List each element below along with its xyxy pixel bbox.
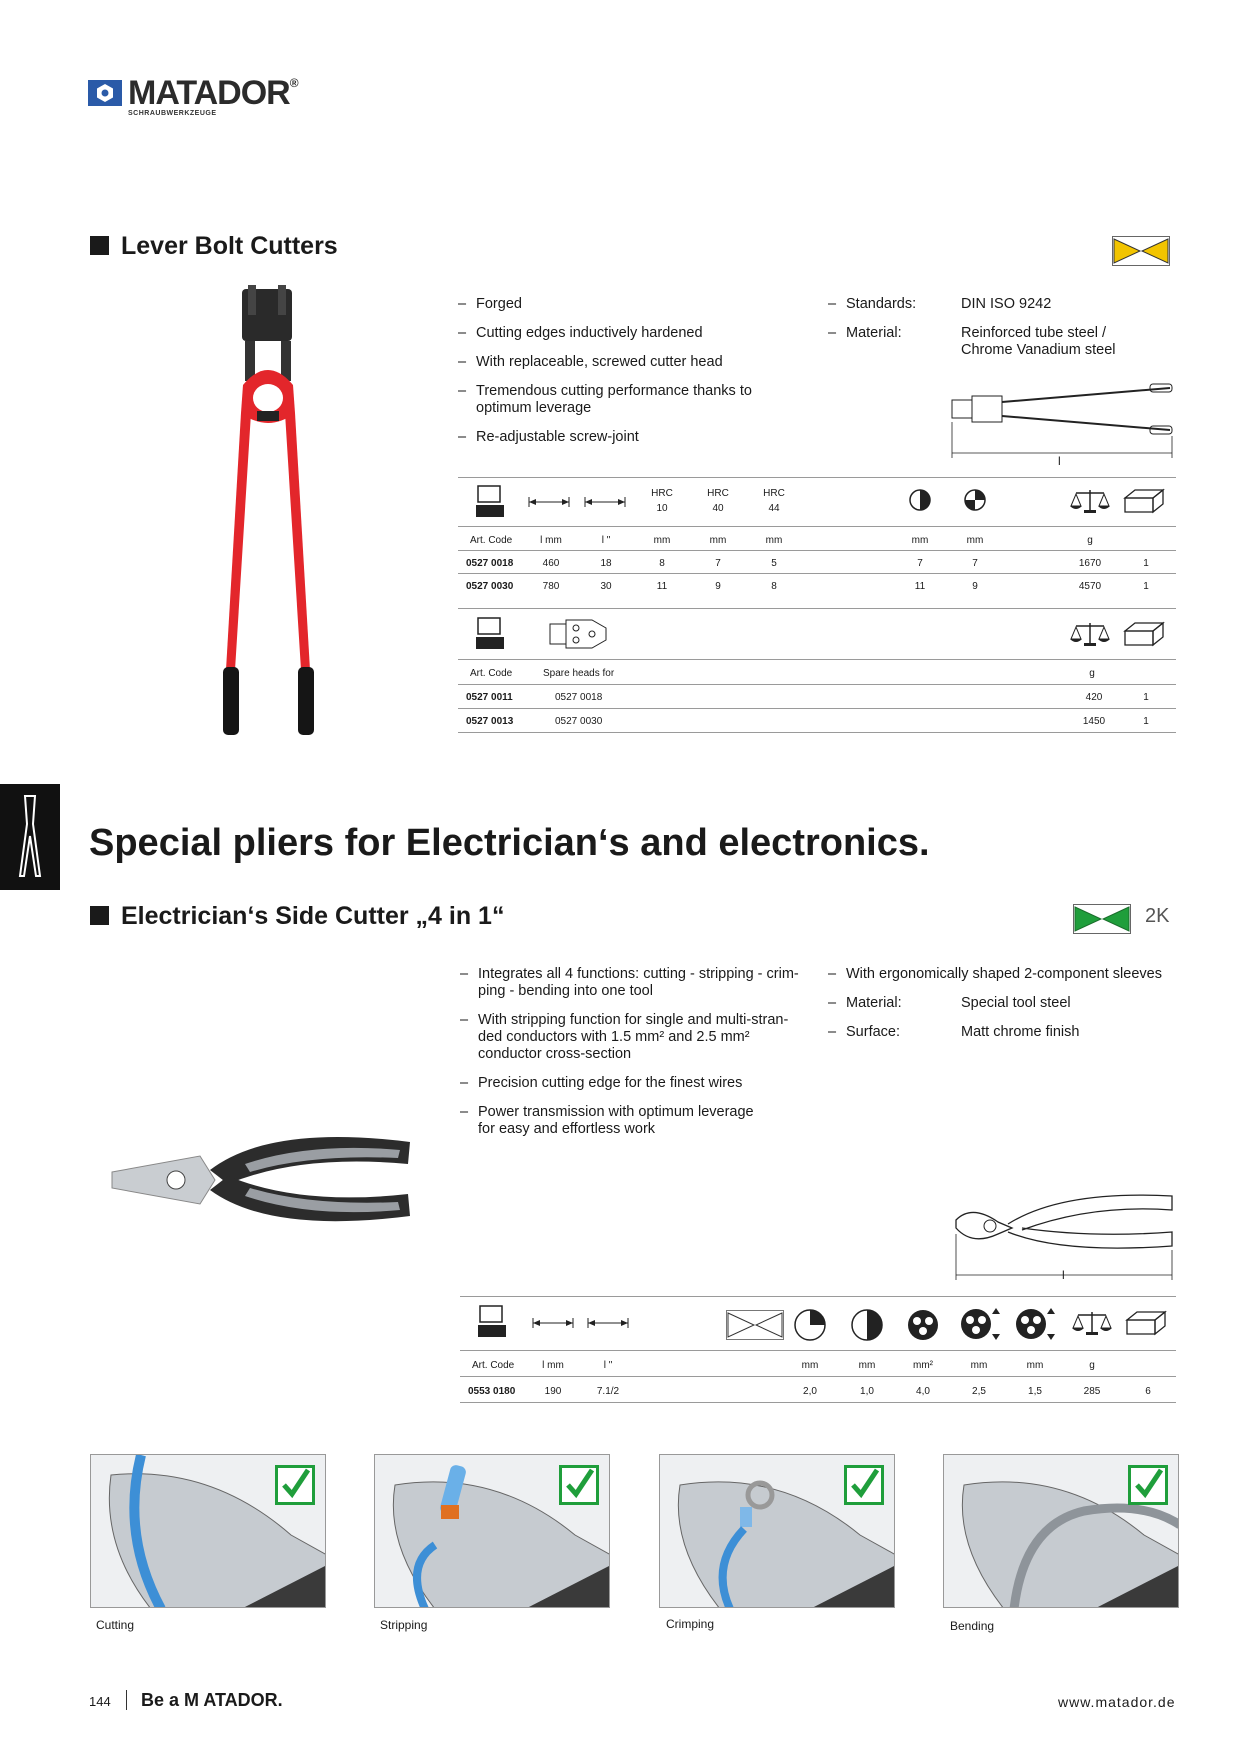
column-header: Art. Code	[470, 535, 513, 546]
cutter-jaw-outline-icon	[726, 1310, 784, 1340]
hrc-value: 44	[768, 503, 780, 514]
hrc-label: HRC	[707, 488, 729, 499]
check-icon	[1128, 1465, 1168, 1505]
column-header: g	[1087, 535, 1093, 546]
spec-value: Reinforced tube steel / Chrome Vanadium steel	[961, 325, 1116, 358]
column-header: mm	[970, 1360, 988, 1371]
spec-key: – Material:	[828, 995, 961, 1012]
check-icon	[275, 1465, 315, 1505]
feature-item: – Re-adjustable screw-joint	[458, 429, 788, 446]
table-cell: 1	[1143, 692, 1149, 703]
table-cell: 7	[972, 558, 978, 569]
table-cell: 1,5	[1028, 1386, 1042, 1397]
art-code: 0527 0013	[466, 716, 514, 727]
function-tile-crimping	[659, 1454, 895, 1608]
table-cell: 2,5	[972, 1386, 986, 1397]
footer-divider	[126, 1690, 127, 1710]
spec-value: Special tool steel	[961, 995, 1071, 1011]
column-header: Spare heads for	[543, 668, 615, 679]
table-cell: 30	[600, 581, 612, 592]
function-tile-stripping	[374, 1454, 610, 1608]
hrc-label: HRC	[651, 488, 673, 499]
column-header: mm	[911, 535, 929, 546]
feature-item: – With replaceable, screwed cutter head	[458, 354, 788, 371]
crimp-cross-section-icon	[906, 1308, 940, 1342]
table-cell: 11	[914, 581, 926, 592]
length-mm-icon	[531, 1317, 575, 1329]
table-cell: 7.1/2	[596, 1386, 620, 1397]
package-box-icon	[1125, 1310, 1167, 1336]
hrc-label: HRC	[763, 488, 785, 499]
table-cell: 190	[544, 1386, 562, 1397]
footer-slogan: Be a M ATADOR.	[141, 1690, 283, 1710]
table-cell: 4570	[1078, 581, 1102, 592]
column-header: l mm	[542, 1360, 564, 1371]
table-cell: 1450	[1082, 716, 1106, 727]
stripping-multi-strand-icon	[958, 1304, 1002, 1344]
table-cell: 5	[771, 558, 777, 569]
art-code: 0553 0180	[468, 1386, 516, 1397]
stripping-single-strand-icon	[1013, 1304, 1057, 1344]
column-header: mm	[858, 1360, 876, 1371]
table-cell: 0527 0030	[555, 716, 603, 727]
table-cell: 9	[972, 581, 978, 592]
column-header: l "	[601, 535, 611, 546]
column-header: mm²	[913, 1360, 933, 1371]
table-cell: 8	[659, 558, 665, 569]
column-header: l mm	[540, 535, 562, 546]
tile-label: Cutting	[96, 1618, 135, 1632]
table-cell: 1	[1143, 716, 1149, 727]
table-cell: 9	[715, 581, 721, 592]
table-cell: 1	[1143, 558, 1149, 569]
table-cell: 1,0	[860, 1386, 874, 1397]
table-cell: 0527 0018	[555, 692, 603, 703]
category-title: Special pliers for Electrician‘s and electronics.	[89, 822, 930, 864]
section-title-side-cutter: Electrician‘s Side Cutter „4 in 1“	[90, 902, 504, 931]
hrc-value: 10	[656, 503, 668, 514]
spec-value: Matt chrome finish	[961, 1024, 1080, 1040]
art-code: 0527 0030	[466, 581, 514, 592]
dimension-label: l	[1058, 454, 1061, 468]
medium-wire-icon	[850, 1308, 884, 1342]
article-code-icon	[477, 1305, 507, 1339]
length-inch-icon	[586, 1317, 630, 1329]
feature-item: – Integrates all 4 functions: cutting - stripping - crim- ping - bending into one tool	[460, 966, 820, 1000]
table-cell: 6	[1145, 1386, 1151, 1397]
spec-key: – Surface:	[828, 1024, 961, 1041]
column-header: l "	[603, 1360, 613, 1371]
table-cell: 8	[771, 581, 777, 592]
weight-scale-icon	[1072, 1310, 1112, 1336]
spec-key: – Standards:	[828, 296, 961, 313]
table-cell: 285	[1083, 1386, 1101, 1397]
column-header: mm	[765, 535, 783, 546]
art-code: 0527 0018	[466, 558, 514, 569]
check-icon	[559, 1465, 599, 1505]
feature-item: – Precision cutting edge for the finest wires	[460, 1075, 820, 1092]
table-cell: 1	[1143, 581, 1149, 592]
art-code: 0527 0011	[466, 692, 513, 703]
table-cell: 2,0	[803, 1386, 817, 1397]
column-header: mm	[1026, 1360, 1044, 1371]
table-cell: 460	[542, 558, 560, 569]
soft-wire-icon	[793, 1308, 827, 1342]
brand-tagline: SCHRAUBWERKZEUGE	[128, 110, 217, 117]
table-cell: 1670	[1078, 558, 1102, 569]
spec-key: – Material:	[828, 325, 961, 359]
column-header: g	[1089, 1360, 1095, 1371]
tile-label: Stripping	[380, 1618, 428, 1632]
column-header: Art. Code	[472, 1360, 515, 1371]
function-tile-bending	[943, 1454, 1179, 1608]
column-header: Art. Code	[470, 668, 513, 679]
table-cell: 780	[542, 581, 560, 592]
page-number: 144	[89, 1694, 111, 1709]
tile-label: Crimping	[666, 1617, 715, 1631]
table-cell: 7	[715, 558, 721, 569]
section-title-bolt-cutters: Lever Bolt Cutters	[90, 232, 338, 261]
column-header: mm	[653, 535, 671, 546]
table-cell: 18	[600, 558, 612, 569]
hrc-value: 40	[712, 503, 724, 514]
brand-name: MATADOR®	[128, 74, 298, 112]
column-header: mm	[709, 535, 727, 546]
table-cell: 420	[1085, 692, 1103, 703]
feature-item: – Power transmission with optimum leverage for easy and effortless work	[460, 1104, 820, 1138]
feature-item: – Tremendous cutting performance thanks to optimum leverage	[458, 383, 788, 417]
table-cell: 7	[917, 558, 923, 569]
column-header: g	[1089, 668, 1095, 679]
two-component-badge: 2K	[1145, 905, 1170, 927]
feature-item: – Cutting edges inductively hardened	[458, 325, 788, 342]
check-icon	[844, 1465, 884, 1505]
spec-value: DIN ISO 9242	[961, 296, 1052, 312]
table-cell: 4,0	[916, 1386, 930, 1397]
column-header: mm	[966, 535, 984, 546]
table-cell: 11	[656, 581, 668, 592]
column-header: mm	[801, 1360, 819, 1371]
dimension-label: l	[1062, 1268, 1065, 1282]
feature-item: – Forged	[458, 296, 788, 313]
footer-website-link[interactable]: www.matador.de	[1058, 1694, 1176, 1710]
feature-item: – With stripping function for single and multi-stran- ded conductors with 1.5 mm² and 2.5 mm² conductor cross-section	[460, 1012, 820, 1063]
function-tile-cutting	[90, 1454, 326, 1608]
spec-key: – With ergonomically shaped 2-component sleeves	[828, 966, 1162, 983]
tile-label: Bending	[950, 1619, 995, 1633]
